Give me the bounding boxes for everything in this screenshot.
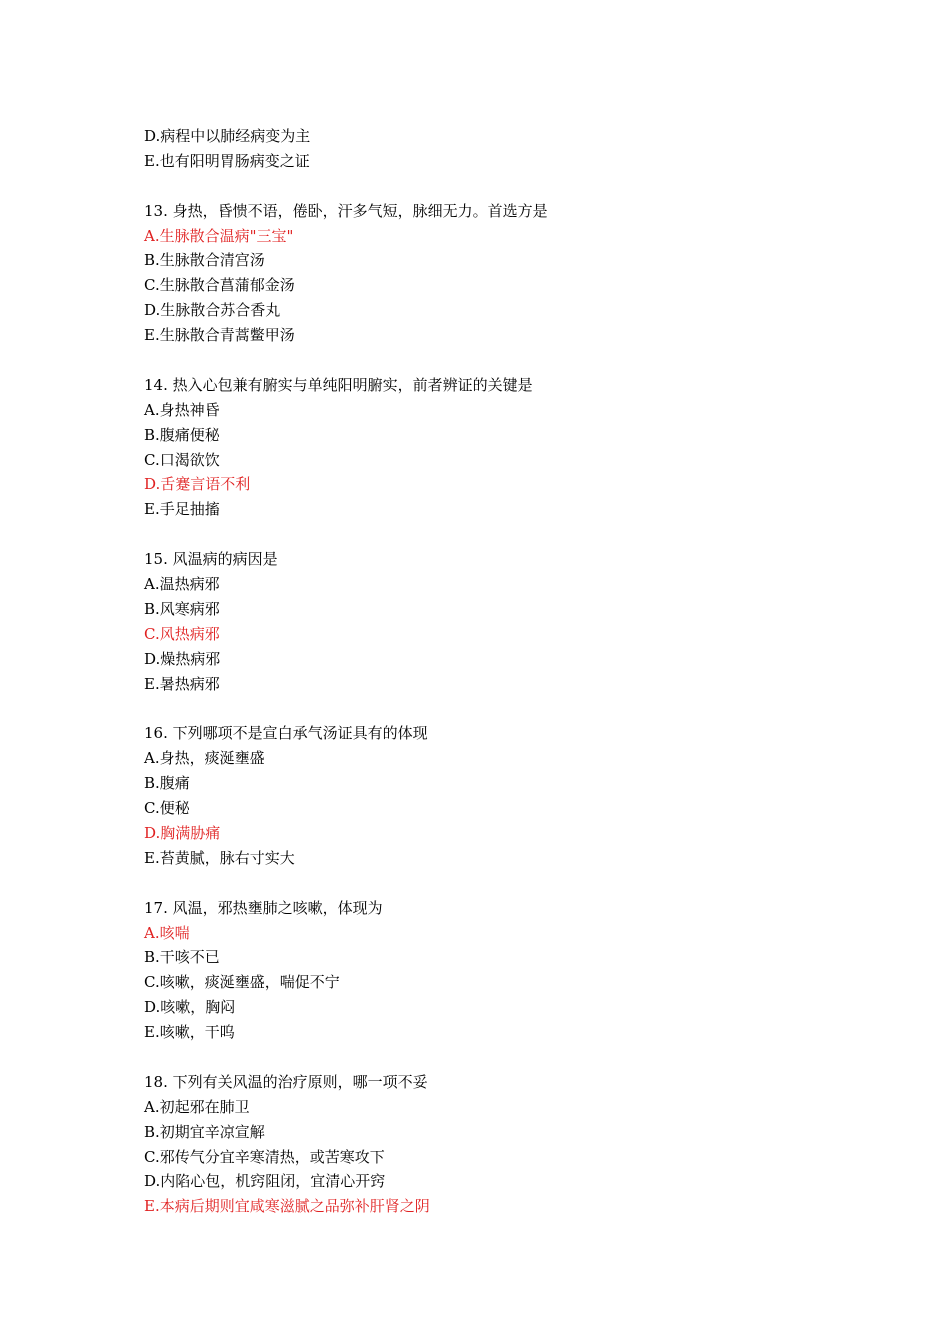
- question-gap: [144, 348, 864, 373]
- answer-option: A.身热，痰涎壅盛: [144, 749, 265, 768]
- answer-option: D.燥热病邪: [144, 649, 221, 668]
- answer-option: B.腹痛便秘: [144, 425, 220, 444]
- question-stem: 16. 下列哪项不是宣白承气汤证具有的体现: [144, 724, 428, 743]
- question-block: [144, 199, 864, 348]
- question-block: [144, 373, 864, 522]
- answer-option-correct: D.胸满胁痛: [144, 823, 221, 842]
- answer-option: A.身热神昏: [144, 400, 220, 419]
- answer-option: E.暑热病邪: [144, 674, 220, 693]
- answer-option: C.口渴欲饮: [144, 450, 220, 469]
- answer-option: A.温热病邪: [144, 575, 220, 594]
- answer-option: D.内陷心包，机窍阻闭，宜清心开窍: [144, 1172, 386, 1191]
- question-stem: 14. 热入心包兼有腑实与单纯阳明腑实，前者辨证的关键是: [144, 375, 533, 394]
- answer-option: C.生脉散合菖蒲郁金汤: [144, 276, 295, 295]
- answer-option: C.邪传气分宜辛寒清热，或苦寒攻下: [144, 1147, 385, 1166]
- question-stem: 17. 风温，邪热壅肺之咳嗽，体现为: [144, 898, 383, 917]
- answer-option-correct: D.舌蹇言语不利: [144, 475, 251, 494]
- question-gap: [144, 522, 864, 547]
- question-stem: 18. 下列有关风温的治疗原则，哪一项不妥: [144, 1072, 428, 1091]
- answer-option-correct: C.风热病邪: [144, 624, 220, 643]
- question-gap: [144, 871, 864, 896]
- document-body: [144, 124, 864, 1219]
- answer-option-correct: A.咳喘: [144, 923, 190, 942]
- question-block: [144, 896, 864, 1045]
- question-block: [144, 1070, 864, 1219]
- question-stem: 13. 身热，昏愦不语，倦卧，汗多气短，脉细无力。首选方是: [144, 201, 548, 220]
- answer-option: B.生脉散合清宫汤: [144, 251, 265, 270]
- answer-option: D.生脉散合苏合香丸: [144, 301, 281, 320]
- answer-option: E.手足抽搐: [144, 500, 220, 519]
- answer-option: D.病程中以肺经病变为主: [144, 127, 311, 145]
- question-block: [144, 721, 864, 870]
- question-gap: [144, 1045, 864, 1070]
- answer-option: E.也有阳明胃肠病变之证: [144, 151, 310, 170]
- answer-option: B.风寒病邪: [144, 599, 220, 618]
- answer-option: C.咳嗽，痰涎壅盛，喘促不宁: [144, 973, 340, 992]
- answer-option-correct: E.本病后期则宜咸寒滋腻之品弥补肝肾之阴: [144, 1197, 430, 1216]
- answer-option-correct: A.生脉散合温病"三宝": [144, 226, 294, 245]
- answer-option: E.生脉散合青蒿鳖甲汤: [144, 326, 295, 345]
- question-stem: 15. 风温病的病因是: [144, 550, 278, 569]
- answer-option: E.苔黄腻，脉右寸实大: [144, 848, 295, 867]
- answer-option: C.便秘: [144, 799, 190, 818]
- answer-option: A.初起邪在肺卫: [144, 1097, 250, 1116]
- question-block: [144, 124, 864, 174]
- question-block: [144, 547, 864, 696]
- question-gap: [144, 696, 864, 721]
- answer-option: E.咳嗽，干呜: [144, 1023, 235, 1042]
- answer-option: B.腹痛: [144, 774, 190, 793]
- answer-option: B.初期宜辛凉宣解: [144, 1122, 265, 1141]
- question-gap: [144, 174, 864, 199]
- answer-option: D.咳嗽，胸闷: [144, 998, 236, 1017]
- answer-option: B.干咳不已: [144, 948, 220, 967]
